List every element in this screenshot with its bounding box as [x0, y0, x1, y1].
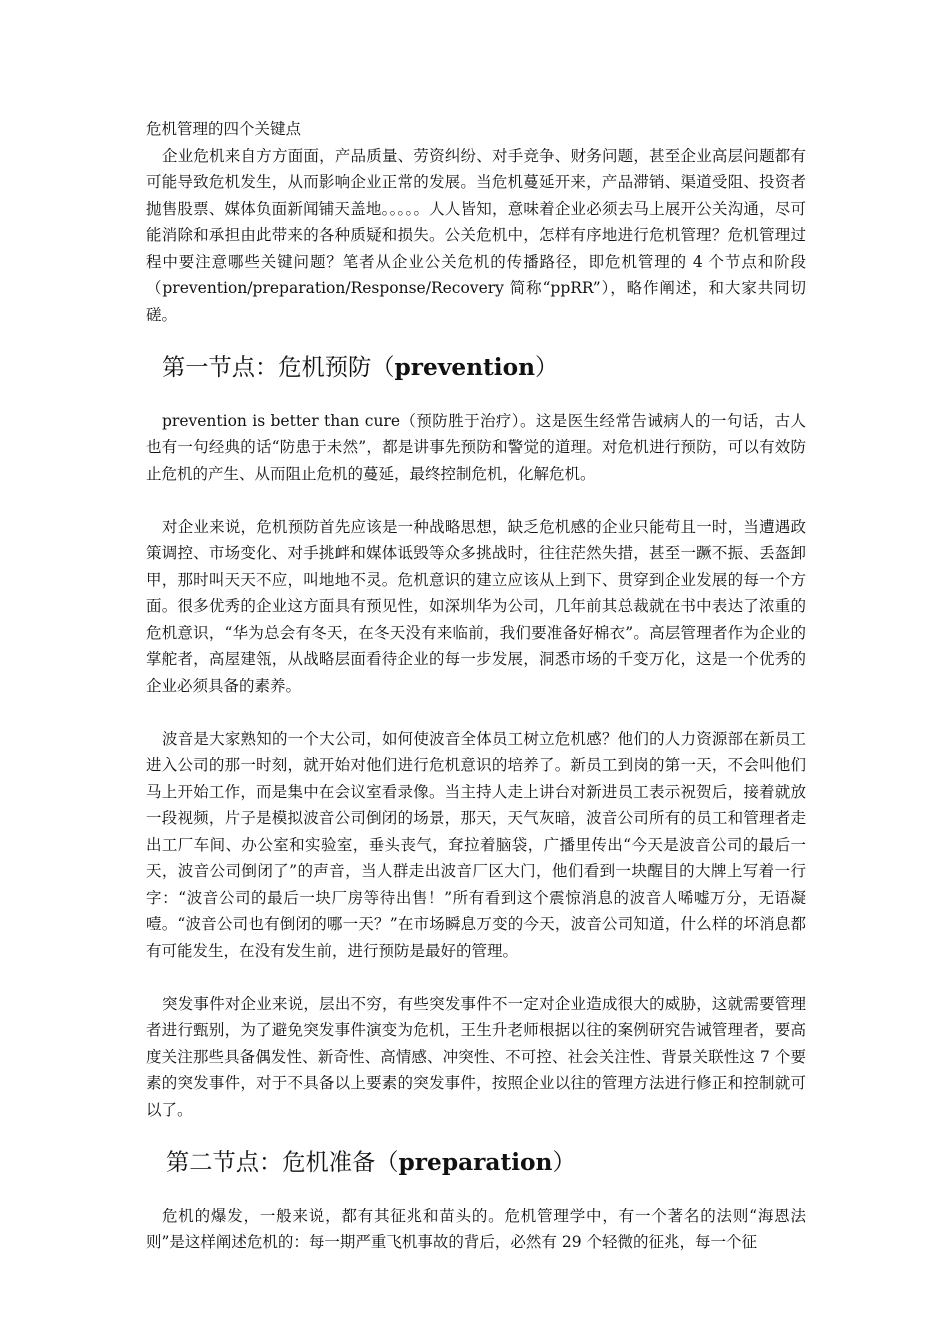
section-heading-prefix: 第一节点：危机预防（ [162, 353, 395, 381]
paragraph-gap [146, 1123, 806, 1150]
body-paragraph: 波音是大家熟知的一个大公司，如何使波音全体员工树立危机感？他们的人力资源部在新员工进入公司的那一时刻，就开始对他们进行危机意识的培养了。新员工到岗的第一天，不会叫他们马上开始工作，而是集中在会议室看录像。当主持人走上讲台对新进员工表示祝贺后，接着就放一段视频，片子是模拟波音公司倒闭的场景，那天，天气灰暗，波音公司所有的员工和管理者走出工厂车间、办公室和实验室，垂头丧气，耷拉着脑袋，广播里传出“今天是波音公司的最后一天，波音公司倒闭了”的声音，当人群走出波音厂区大门，他们看到一块醒目的大牌上写着一行字：“波音公司的最后一块厂房等待出售！”所有看到这个震惊消息的波音人唏嘘万分，无语凝噎。“波音公司也有倒闭的哪一天？”在市场瞬息万变的今天，波音公司知道，什么样的坏消息都有可能发生，在没有发生前，进行预防是最好的管理。 [146, 729, 806, 960]
document-title: 危机管理的四个关键点 [146, 120, 302, 138]
body-paragraph: 对企业来说，危机预防首先应该是一种战略思想，缺乏危机感的企业只能苟且一时，当遭遇政策调控、市场变化、对手挑衅和媒体诋毁等众多挑战时，往往茫然失措，甚至一蹶不振、丢盔卸甲，那时叫天天不应，叫地地不灵。危机意识的建立应该从上到下、贯穿到企业发展的每一个方面。很多优秀的企业这方面具有预见性，如深圳华为公司，几年前其总裁就在书中表达了浓重的危机意识，“华为总会有冬天，在冬天没有来临前，我们要准备好棉衣”。高层管理者作为企业的掌舵者，高屋建瓴，从战略层面看待企业的每一步发展，洞悉市场的千变万化，这是一个优秀的企业必须具备的素养。 [146, 517, 806, 695]
section-heading-preparation [146, 1150, 806, 1177]
paragraph-gap [146, 964, 806, 991]
paragraph-gap [146, 487, 806, 514]
body-paragraph: prevention is better than cure（预防胜于治疗）。这是医生经常告诫病人的一句话，古人也有一句经典的话“防患于未然”，都是讲事先预防和警觉的道理。对危机进行预防，可以有效防止危机的产生、从而阻止危机的蔓延，最终控制危机，化解危机。 [146, 411, 806, 483]
section-heading-suffix: ） [535, 353, 559, 381]
body-paragraph: 危机的爆发，一般来说，都有其征兆和苗头的。危机管理学中，有一个著名的法则“海恩法则”是这样阐述危机的：每一期严重飞机事故的背后，必然有 29 个轻微的征兆，每一个征 [146, 1206, 806, 1251]
paragraph-gap [146, 328, 806, 355]
intro-paragraph: 企业危机来自方方面面，产品质量、劳资纠纷、对手竞争、财务问题，甚至企业高层问题都有可能导致危机发生，从而影响企业正常的发展。当危机蔓延开来，产品滞销、渠道受阻、投资者抛售股票、媒体负面新闻铺天盖地。。。。。人人皆知，意味着企业必须去马上展开公关沟通，尽可能消除和承担由此带来的各种质疑和损失。公关危机中，怎样有序地进行危机管理？危机管理过程中要注意哪些关键问题？笔者从企业公关危机的传播路径，即危机管理的 4 个节点和阶段（prevention/preparation/Response/Recovery 简称“ppRR”），略作阐述，和大家共同切磋。 [146, 146, 806, 324]
paragraph-gap [146, 699, 806, 726]
body-paragraph: 突发事件对企业来说，层出不穷，有些突发事件不一定对企业造成很大的威胁，这就需要管理者进行甄别，为了避免突发事件演变为危机，王生升老师根据以往的案例研究告诫管理者，要高度关注那些具备偶发性、新奇性、高情感、冲突性、不可控、社会关注性、背景关联性这 7 个要素的突发事件，对于不具备以上要素的突发事件，按照企业以往的管理方法进行修正和控制就可以了。 [146, 994, 806, 1119]
section-heading-prevention [146, 355, 806, 382]
section-heading-suffix: ） [552, 1148, 576, 1176]
paragraph-gap [146, 1176, 806, 1203]
section-heading-prefix: 第二节点：危机准备（ [166, 1148, 399, 1176]
section-heading-term: prevention [394, 353, 536, 381]
paragraph-gap [146, 381, 806, 408]
document-page [146, 116, 806, 1256]
section-heading-term: preparation [398, 1148, 553, 1176]
